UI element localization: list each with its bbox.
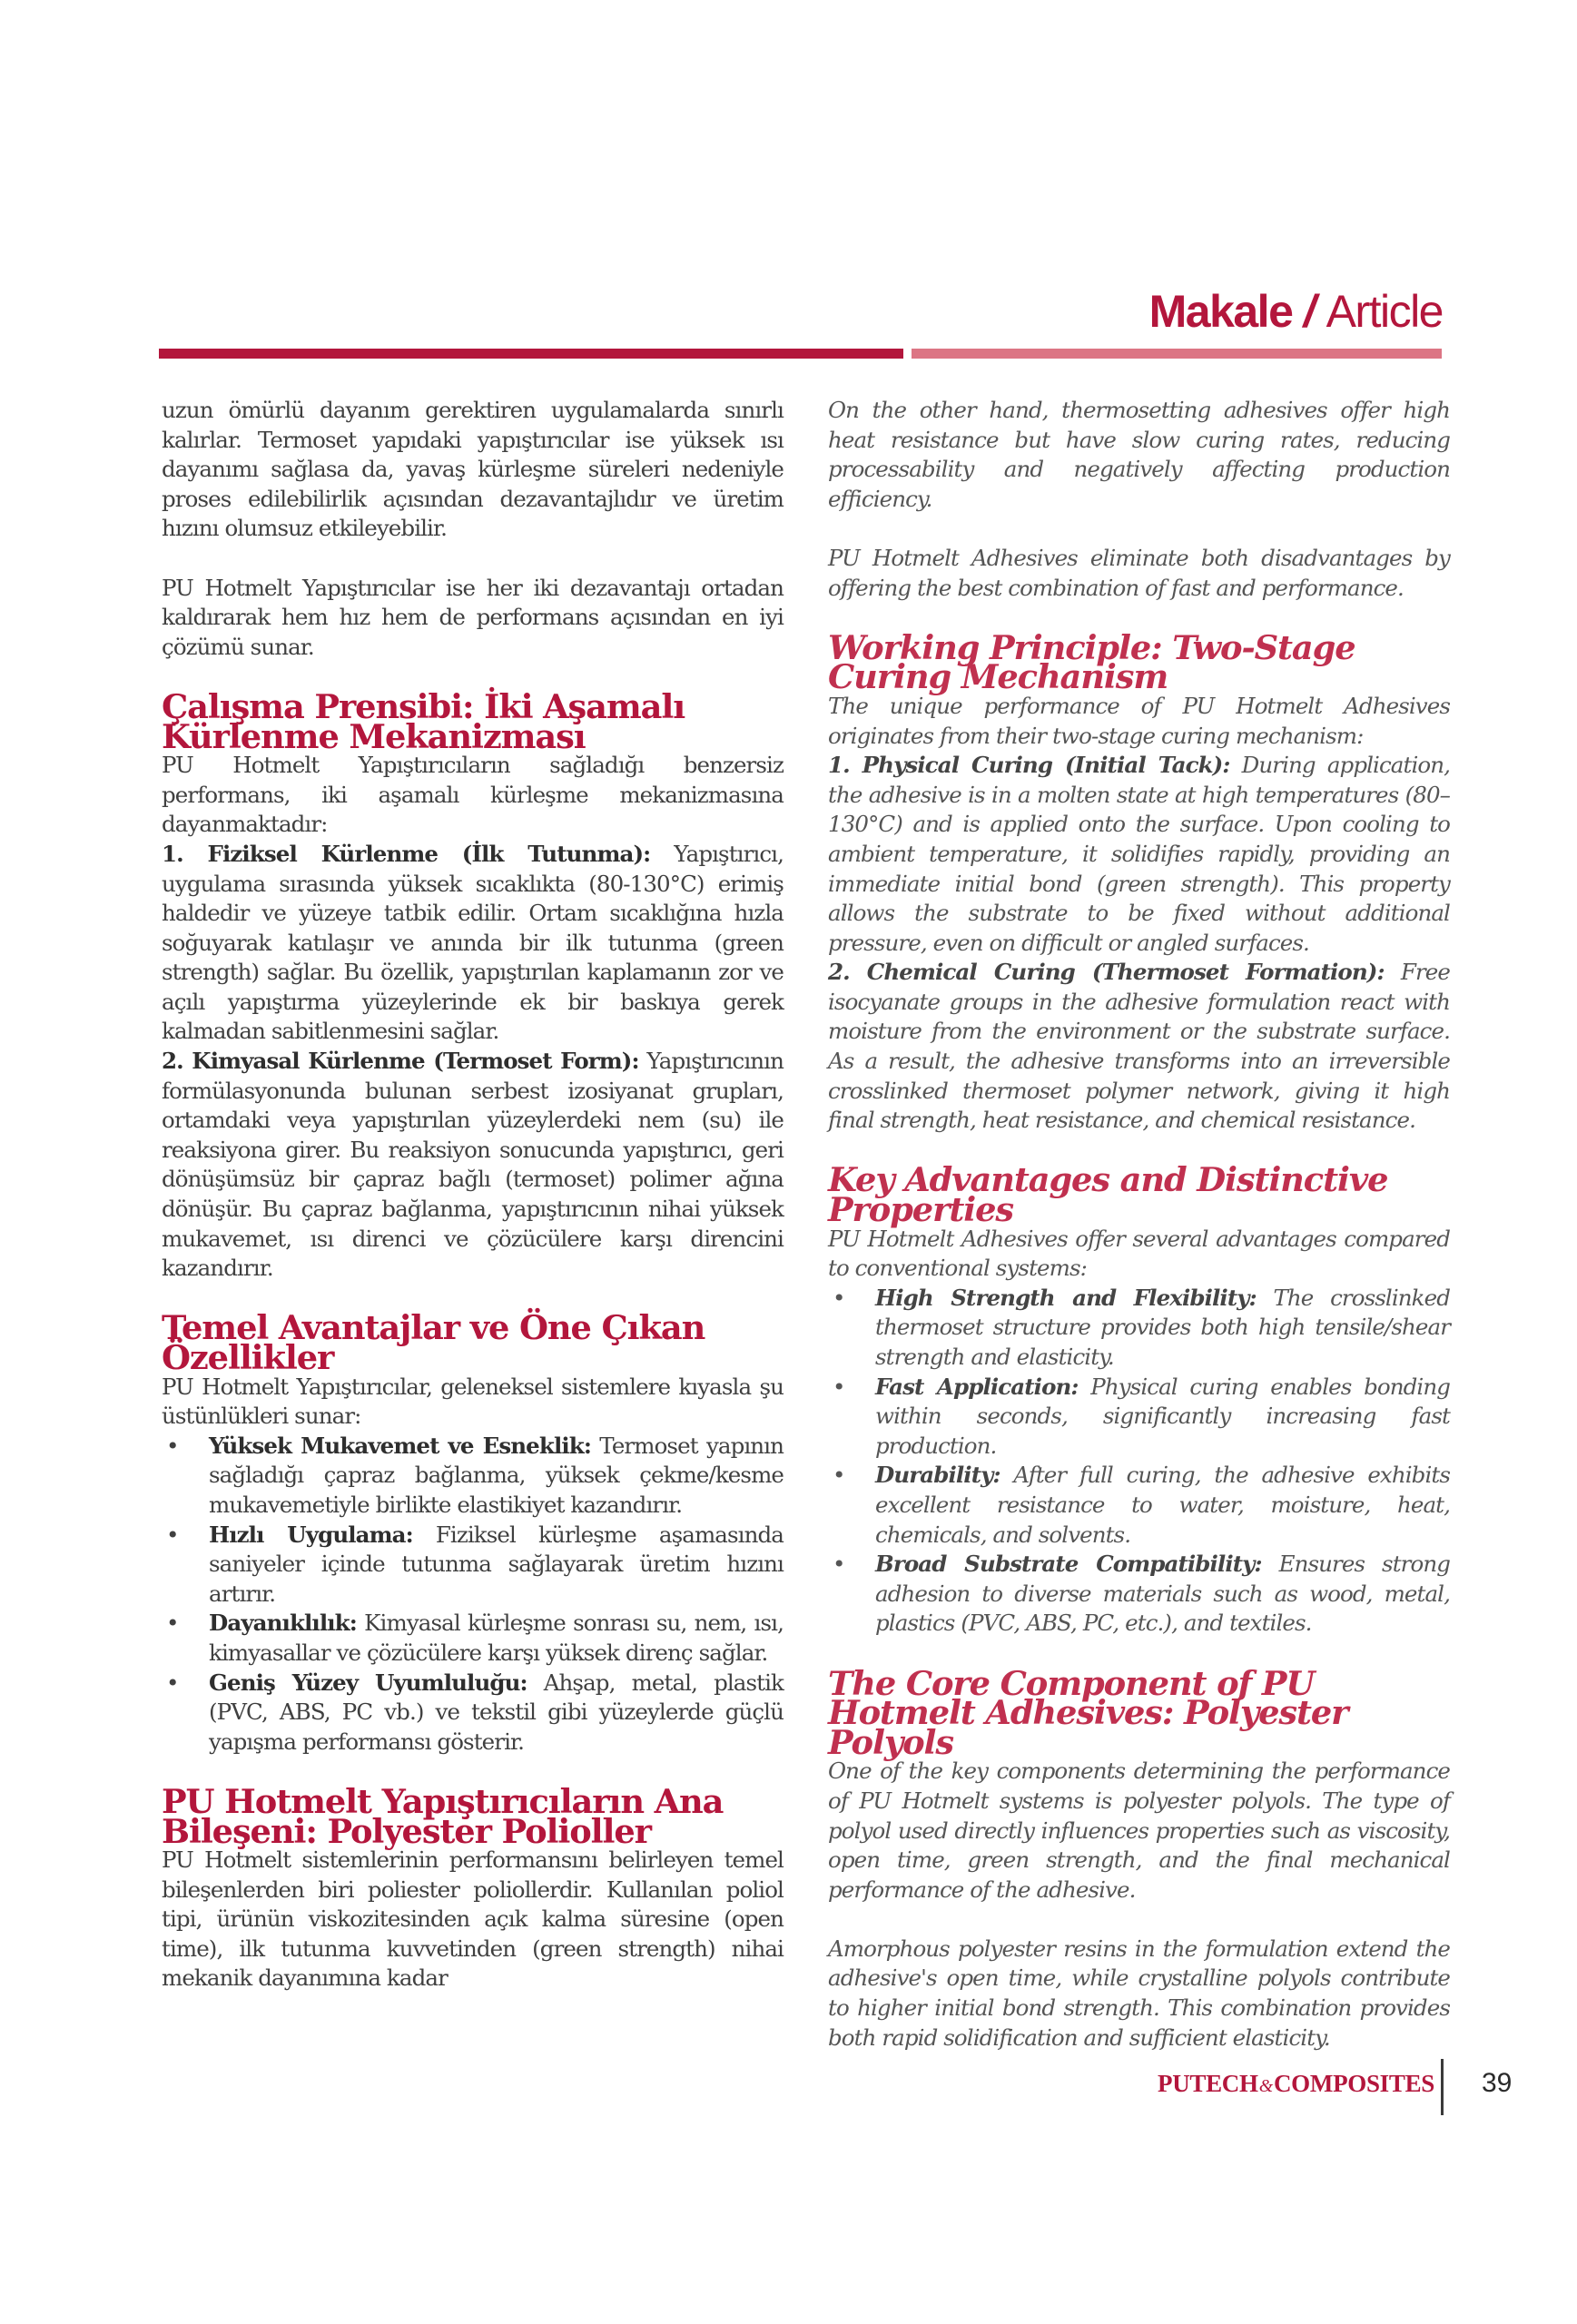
logo-text-right: COMPOSITES bbox=[1273, 2070, 1435, 2097]
header-rule-primary bbox=[159, 349, 903, 359]
bullet-icon: • bbox=[833, 1284, 845, 1311]
list-item bbox=[828, 1284, 1450, 1373]
step-text: Yapıştırıcı, uygulama sırasında yüksek sıcaklıkta (80-130°C) erimiş haldedir ve yüzeye tatbik edilir. Ortam sıcaklığına hızla soğuyarak katılaşır ve anında bir ilk tutunma (green strength) sağlar. Bu özellik, yapıştırılan kaplamanın zor ve açılı yapıştırma yüzeylerinde ek bir baskıya gerek kalmadan sabitlenmesini sağlar. bbox=[162, 840, 784, 1045]
section-label-tr: Makale bbox=[1148, 286, 1293, 337]
section-heading: PU Hotmelt Yapıştırıcıların Ana Bileşeni: Polyester Polioller bbox=[162, 1780, 724, 1851]
item-label: Durability: bbox=[875, 1462, 1000, 1489]
bullet-icon: • bbox=[166, 1669, 179, 1696]
paragraph: PU Hotmelt Adhesives eliminate both disadvantages by offering the best combination of fast and performance. bbox=[828, 544, 1450, 601]
advantages-list bbox=[828, 1284, 1450, 1639]
list-item bbox=[828, 1550, 1450, 1639]
curing-step-1 bbox=[828, 751, 1450, 958]
list-item bbox=[162, 1609, 784, 1668]
section-separator: / bbox=[1292, 286, 1326, 337]
paragraph: PU Hotmelt Yapıştırıcılar, geleneksel sistemlere kıyasla şu üstünlükleri sunar: bbox=[162, 1373, 784, 1430]
item-text: After full curing, the adhesive exhibits excellent resistance to water, moisture, heat, chemicals, and solvents. bbox=[875, 1462, 1450, 1548]
paragraph: uzun ömürlü dayanım gerektiren uygulamalarda sınırlı kalırlar. Termoset yapıdaki yapıştırıcılar ise yüksek ısı dayanımı sağlasa da, yavaş kürleşme süreleri nedeniyle proses edilebilirlik açısından dezavantajlıdır ve üretim hızını olumsuz etkileyebilir. bbox=[162, 397, 784, 542]
step-text: During application, the adhesive is in a molten state at high temperatures (80–130°C) and is applied onto the surface. Upon cooling to ambient temperature, it solidifies rapidly, providing an immediate initial bond (green strength). This property allows the substrate to be fixed without additional pressure, even on difficult or angled surfaces. bbox=[828, 752, 1450, 956]
section-heading: Working Principle: Two-Stage Curing Mechanism bbox=[828, 626, 1355, 697]
bullet-icon: • bbox=[166, 1521, 179, 1548]
step-label: 1. Physical Curing (Initial Tack): bbox=[828, 752, 1230, 779]
bullet-icon: • bbox=[166, 1610, 179, 1637]
publication-logo bbox=[1158, 2070, 1434, 2098]
bullet-icon: • bbox=[833, 1551, 845, 1578]
paragraph: PU Hotmelt Yapıştırıcılar ise her iki dezavantajı ortadan kaldırarak hem hız hem de performans açısından en iyi çözümü sunar. bbox=[162, 574, 784, 660]
list-item bbox=[162, 1432, 784, 1521]
bullet-icon: • bbox=[166, 1432, 179, 1459]
paragraph: PU Hotmelt Yapıştırıcıların sağladığı benzersiz performans, iki aşamalı kürleşme mekanizmasına dayanmaktadır: bbox=[162, 752, 784, 838]
list-item bbox=[162, 1669, 784, 1758]
column-turkish bbox=[162, 396, 784, 1994]
section-heading: Key Advantages and Distinctive Properties bbox=[828, 1159, 1388, 1230]
page-number: 39 bbox=[1482, 2068, 1513, 2098]
item-label: Geniş Yüzey Uyumluluğu: bbox=[209, 1669, 527, 1696]
logo-text-left: PUTECH bbox=[1158, 2070, 1258, 2097]
list-item bbox=[828, 1461, 1450, 1550]
item-text: Kimyasal kürleşme sonrası su, nem, ısı, kimyasallar ve çözücülere karşı yüksek direnç sağlar. bbox=[209, 1610, 784, 1666]
footer-divider bbox=[1441, 2059, 1444, 2115]
curing-step-2 bbox=[162, 1047, 784, 1284]
bullet-icon: • bbox=[833, 1373, 845, 1400]
list-item bbox=[162, 1521, 784, 1610]
logo-ampersand: & bbox=[1258, 2076, 1273, 2096]
section-heading: Çalışma Prensibi: İki Aşamalı Kürlenme Mekanizması bbox=[162, 685, 685, 756]
paragraph: Amorphous polyester resins in the formulation extend the adhesive's open time, while crystalline polyols contribute to higher initial bond strength. This combination provides both rapid solidification and sufficient elasticity. bbox=[828, 1935, 1450, 2051]
section-label-en: Article bbox=[1326, 286, 1443, 337]
step-label: 2. Chemical Curing (Thermoset Formation): bbox=[828, 959, 1385, 986]
advantages-list bbox=[162, 1432, 784, 1758]
step-label: 2. Kimyasal Kürlenme (Termoset Form): bbox=[162, 1048, 639, 1075]
curing-step-2 bbox=[828, 958, 1450, 1136]
header-rule-secondary bbox=[912, 349, 1442, 359]
item-text: The crosslinked thermoset structure provides both high tensile/shear strength and elasticity. bbox=[875, 1284, 1450, 1370]
item-label: Broad Substrate Compatibility: bbox=[875, 1551, 1262, 1578]
item-label: Dayanıklılık: bbox=[209, 1610, 357, 1637]
step-text: Free isocyanate groups in the adhesive formulation react with moisture from the environment or the substrate surface. As a result, the adhesive transforms into an irreversible crosslinked thermoset polymer network, giving it high final strength, heat resistance, and chemical resistance. bbox=[828, 959, 1451, 1134]
list-item bbox=[828, 1373, 1450, 1462]
section-heading: Temel Avantajlar ve Öne Çıkan Özellikler bbox=[162, 1307, 705, 1377]
paragraph: PU Hotmelt Adhesives offer several advantages compared to conventional systems: bbox=[828, 1225, 1450, 1282]
step-label: 1. Fiziksel Kürlenme (İlk Tutunma): bbox=[162, 840, 651, 867]
item-text: Fiziksel kürleşme aşamasında saniyeler içinde tutunma sağlayarak üretim hızını artırır. bbox=[209, 1521, 784, 1607]
item-label: Hızlı Uygulama: bbox=[209, 1521, 413, 1548]
item-text: Ensures strong adhesion to diverse materials such as wood, metal, plastics (PVC, ABS, PC, etc.), and textiles. bbox=[875, 1551, 1450, 1637]
item-text: Ahşap, metal, plastik (PVC, ABS, PC vb.) ve tekstil gibi yüzeylerde güçlü yapışma performansı gösterir. bbox=[209, 1669, 784, 1755]
paragraph: PU Hotmelt sistemlerinin performansını belirleyen temel bileşenlerden biri poliester poliollerdir. Kullanılan poliol tipi, ürünün viskozitesinden açık kalma süresine (open time), ilk tutunma kuvvetinden (green strength) nihai mekanik dayanımına kadar bbox=[162, 1846, 784, 1992]
item-text: Termoset yapının sağladığı çapraz bağlanma, yüksek çekme/kesme mukavemetiyle birlikte elastikiyet kazandırır. bbox=[209, 1432, 784, 1518]
item-label: High Strength and Flexibility: bbox=[875, 1284, 1257, 1311]
paragraph: On the other hand, thermosetting adhesives offer high heat resistance but have slow curing rates, reducing processability and negatively affecting production efficiency. bbox=[828, 397, 1450, 512]
paragraph: One of the key components determining the performance of PU Hotmelt systems is polyester polyols. The type of polyol used directly influences properties such as viscosity, open time, green strength, and the final mechanical performance of the adhesive. bbox=[828, 1758, 1450, 1903]
item-label: Yüksek Mukavemet ve Esneklik: bbox=[209, 1432, 591, 1459]
curing-step-1 bbox=[162, 840, 784, 1047]
section-heading: The Core Component of PU Hotmelt Adhesives: Polyester Polyols bbox=[828, 1662, 1348, 1762]
step-text: Yapıştırıcının formülasyonunda bulunan serbest izosiyanat grupları, ortamdaki veya yapıştırılan yüzeylerdeki nem (su) ile reaksiyona girer. Bu reaksiyon sonucunda yapıştırıcı, geri dönüşümsüz bir çapraz bağlı (termoset) polimer ağına dönüşür. Bu çapraz bağlanma, yapıştırıcının nihai yüksek mukavemet, ısı direnci ve çözücülere karşı direncini kazandırır. bbox=[162, 1048, 784, 1282]
item-text: Physical curing enables bonding within seconds, significantly increasing fast production. bbox=[875, 1373, 1450, 1459]
section-header bbox=[1148, 286, 1443, 337]
column-english bbox=[828, 396, 1450, 2053]
paragraph: The unique performance of PU Hotmelt Adhesives originates from their two-stage curing mechanism: bbox=[828, 692, 1450, 749]
item-label: Fast Application: bbox=[875, 1373, 1079, 1400]
bullet-icon: • bbox=[833, 1462, 845, 1489]
